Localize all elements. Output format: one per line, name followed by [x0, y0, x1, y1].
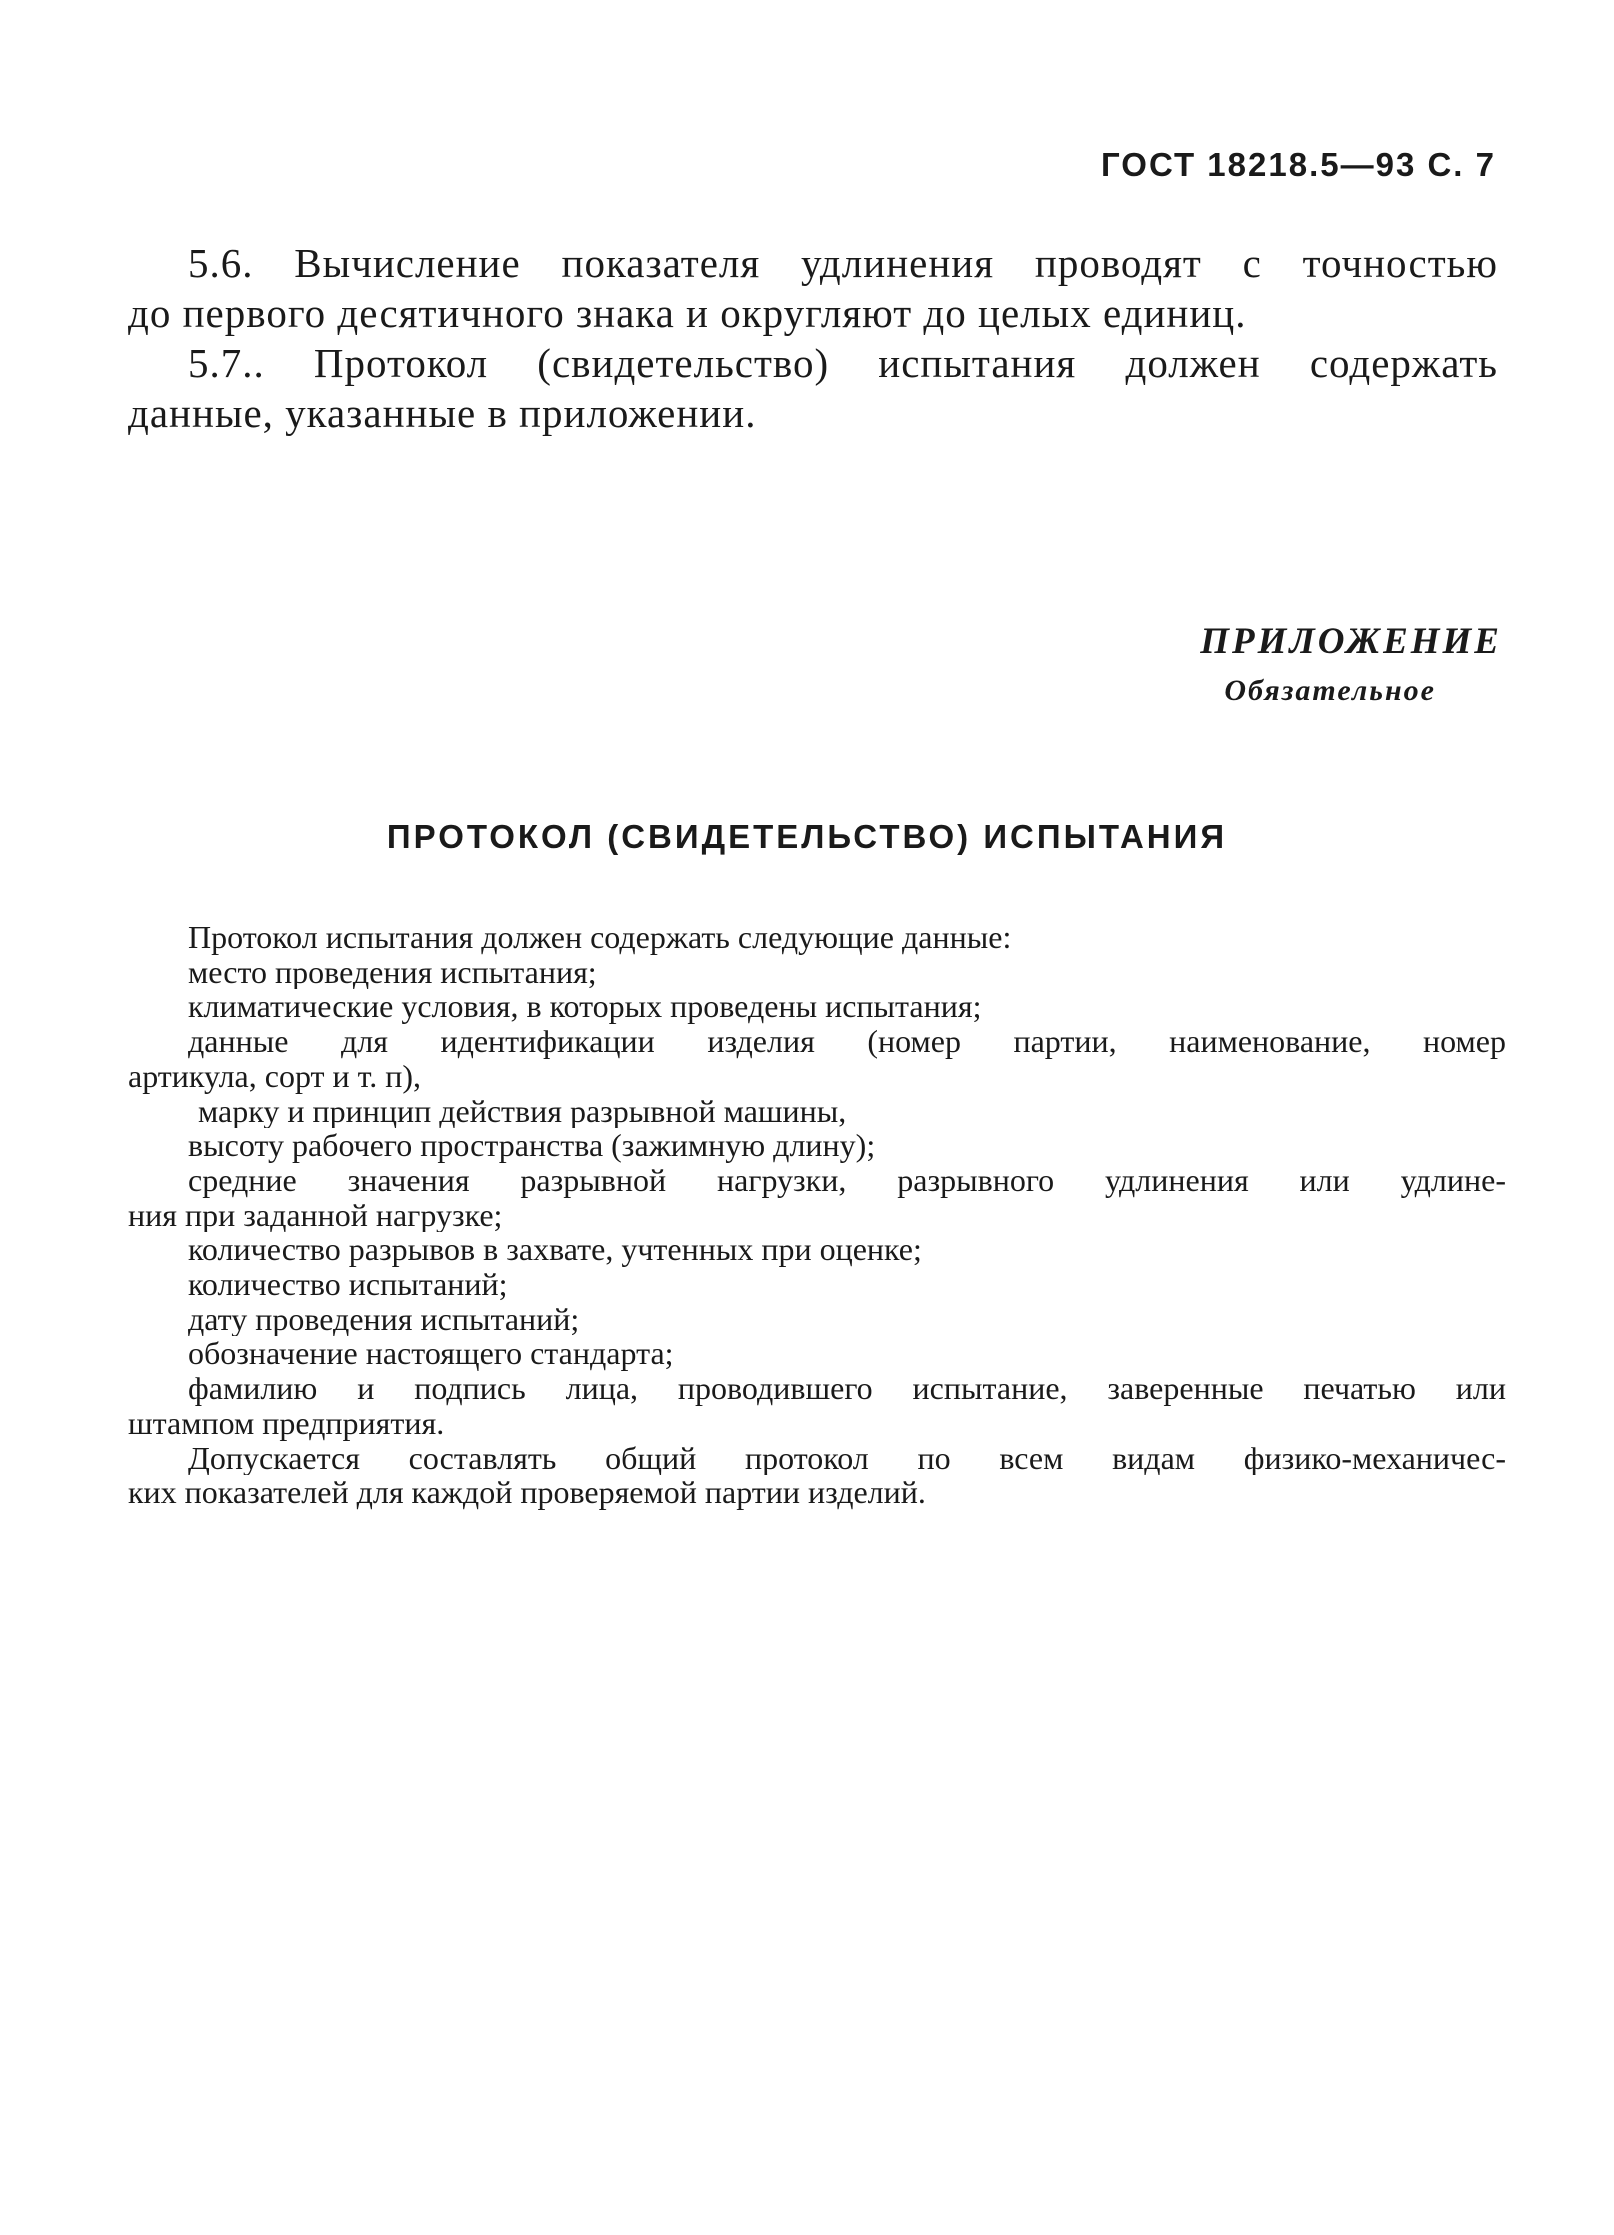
paragraph-5-7-line-1: 5.7.. Протокол (свидетельство) испытания должен содержать — [188, 340, 1498, 386]
page-header: ГОСТ 18218.5—93 С. 7 — [1101, 146, 1496, 183]
protocol-line: дату проведения испытаний; — [188, 1301, 580, 1337]
paragraph-5-6-line-2: до первого десятичного знака и округляют до целых единиц. — [128, 290, 1247, 336]
protocol-title: ПРОТОКОЛ (СВИДЕТЕЛЬСТВО) ИСПЫТАНИЯ — [386, 818, 1228, 855]
protocol-line: штампом предприятия. — [128, 1405, 445, 1441]
protocol-line: артикула, сорт и т. п), — [128, 1058, 421, 1094]
protocol-line: место проведения испытания; — [188, 954, 597, 990]
appendix-label: ПРИЛОЖЕНИЕ — [1200, 621, 1502, 662]
paragraph-5-7-line-2: данные, указанные в приложении. — [128, 390, 757, 436]
protocol-line: Протокол испытания должен содержать следующие данные: — [188, 920, 1012, 955]
protocol-line: количество разрывов в захвате, учтенных при оценке; — [188, 1232, 922, 1267]
protocol-line: данные для идентификации изделия (номер партии, наименование, номер — [188, 1024, 1506, 1059]
protocol-line: Допускается составлять общий протокол по всем видам физико-механичес- — [188, 1440, 1506, 1476]
protocol-line: средние значения разрывной нагрузки, разрывного удлинения или удлине- — [188, 1162, 1506, 1198]
protocol-line: ких показателей для каждой проверяемой партии изделий. — [128, 1475, 926, 1510]
protocol-line: высоту рабочего пространства (зажимную длину); — [188, 1128, 876, 1163]
protocol-line: фамилию и подпись лица, проводившего испытание, заверенные печатью или — [188, 1371, 1506, 1406]
protocol-line: обозначение настоящего стандарта; — [188, 1336, 674, 1372]
protocol-line: климатические условия, в которых проведены испытания; — [188, 989, 982, 1025]
protocol-line: марку и принцип действия разрывной машины, — [198, 1093, 847, 1129]
protocol-line: количество испытаний; — [188, 1267, 508, 1302]
appendix-status: Обязательное — [1224, 674, 1436, 707]
paragraph-5-6-line-1: 5.6. Вычисление показателя удлинения проводят с точностью — [188, 240, 1498, 286]
protocol-line: ния при заданной нагрузке; — [128, 1197, 503, 1233]
protocol-requirements — [128, 920, 1506, 1510]
